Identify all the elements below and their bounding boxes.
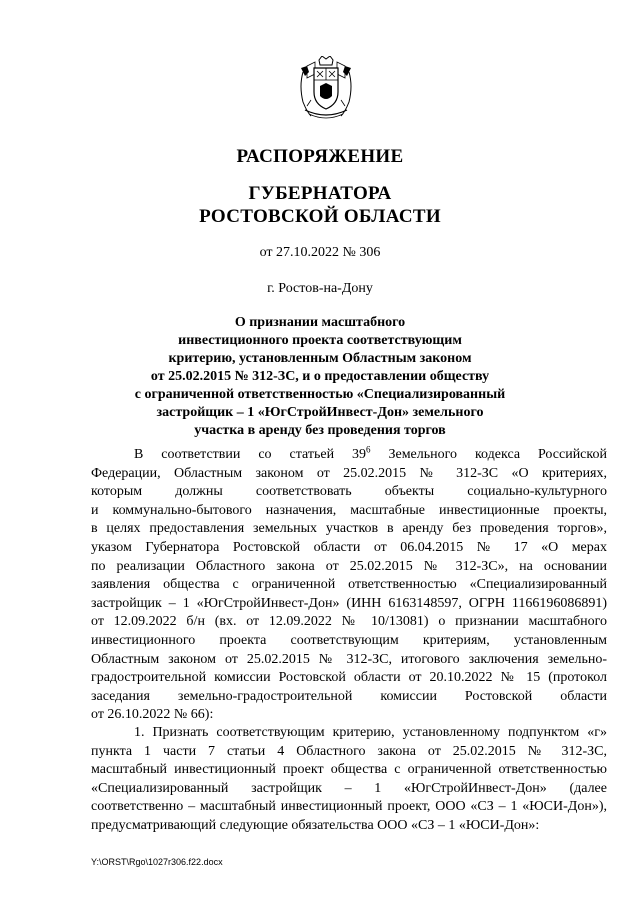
paragraph-line: которым должны соответствовать объекты социально-культурного	[91, 484, 607, 500]
date-number: от 27.10.2022 № 306	[259, 245, 381, 260]
superscript: 6	[366, 446, 371, 455]
paragraph-line: В соответствии со статьей $39^6$ Земельного кодекса Российской	[134, 446, 607, 462]
title-line: участка в аренду без проведения торгов	[194, 423, 446, 438]
paragraph-line: инвестиционного проекта соответствующим критериям, установленным	[91, 632, 607, 648]
paragraph-line: от 12.09.2022 б/н (вх. от 12.09.2022 № 10/13081) о признании масштабного	[91, 614, 607, 630]
title-line: с ограниченной ответственностью «Специализированный	[134, 387, 506, 402]
paragraph-line: градостроительной комиссии Ростовской области от 20.10.2022 № 15 (протокол	[91, 670, 607, 686]
title-line: от 25.02.2015 № 312-ЗС, и о предоставлении обществу	[150, 369, 490, 384]
paragraph-line: от 26.10.2022 № 66):	[91, 707, 214, 723]
paragraph-line: в целях предоставления земельных участков в аренду без проведения торгов»,	[91, 521, 607, 537]
paragraph-preamble	[91, 446, 607, 725]
paragraph-line: и коммунально-бытового назначения, масштабные инвестиционные проекты,	[91, 502, 607, 518]
paragraph-line: 1. Признать соответствующим критерию, установленному подпунктом «г»	[134, 725, 607, 740]
paragraph-line: указом Губернатора Ростовской области от 06.04.2015 № 17 «О мерах	[91, 539, 607, 555]
paragraph-line: пункта 1 части 7 статьи 4 Областного закона от 25.02.2015 № 312-ЗС,	[91, 743, 607, 759]
city: г. Ростов-на-Дону	[267, 281, 373, 296]
paragraph-line: заседания земельно-градостроительной комиссии Ростовской области	[91, 688, 607, 704]
document-title	[0, 314, 640, 440]
file-path-footer: Y:\ORST\Rgo\1027r306.f22.docx	[91, 857, 223, 867]
paragraph-line: масштабный инвестиционный проект общества с ограниченной ответственностью	[91, 762, 607, 778]
paragraph-item-1	[91, 724, 607, 836]
issuer-heading-line2: РОСТОВСКОЙ ОБЛАСТИ	[199, 206, 441, 227]
document-type-heading: РАСПОРЯЖЕНИЕ	[236, 146, 404, 167]
title-line: инвестиционного проекта соответствующим	[178, 333, 462, 348]
paragraph-line: соответственно – масштабный инвестиционный проект, ООО «СЗ – 1 «ЮСИ-Дон»),	[91, 799, 607, 815]
paragraph-line: «Специализированный застройщик – 1 «ЮгСтройИнвест-Дон» (далее	[91, 780, 607, 796]
title-line: О признании масштабного	[234, 315, 406, 330]
paragraph-line: по реализации Областного закона от 25.02.2015 № 312-ЗС», на основании	[91, 558, 607, 574]
paragraph-line: Федерации, Областным законом от 25.02.2015 № 312-ЗС «О критериях,	[91, 465, 607, 481]
title-line: застройщик – 1 «ЮгСтройИнвест-Дон» земельного	[156, 405, 484, 420]
paragraph-line: застройщик – 1 «ЮгСтройИнвест-Дон» (ИНН 6163148597, ОГРН 1166196086891)	[91, 595, 607, 611]
title-line: критерию, установленным Областным законом	[168, 351, 472, 366]
paragraph-line: Областным законом от 25.02.2015 № 312-ЗС, итогового заключения земельно-	[91, 651, 607, 667]
issuer-heading-line1: ГУБЕРНАТОРА	[248, 183, 392, 204]
coat-of-arms-emblem	[297, 56, 355, 120]
paragraph-line: заявления общества с ограниченной ответственностью «Специализированный	[91, 577, 607, 593]
paragraph-line: предусматривающий следующие обязательства ООО «СЗ – 1 «ЮСИ-Дон»:	[91, 817, 540, 833]
